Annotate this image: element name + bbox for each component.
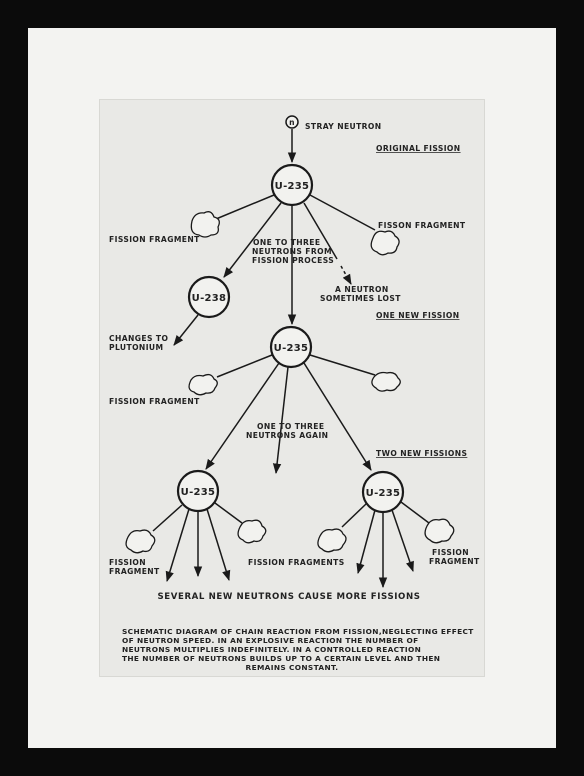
fission-fragment-bottom-right-2 xyxy=(425,519,454,543)
u235-middle-label: U-235 xyxy=(273,343,309,354)
fission-fragment-bottom-right-label xyxy=(429,548,480,566)
neutron-lost-line-2: SOMETIMES LOST xyxy=(320,294,401,303)
u238-label: U-238 xyxy=(191,293,227,304)
fission-fragment-bottom-left-1 xyxy=(126,530,155,553)
fission-fragment-bottom-left-2 xyxy=(238,520,266,543)
changes-line-2: PLUTONIUM xyxy=(109,343,164,352)
one-to-three-line-3: FISSION PROCESS xyxy=(252,256,335,265)
neutron-lost-line-1: A NEUTRON xyxy=(335,285,389,294)
fission-fragment-middle-right xyxy=(372,373,400,392)
middle-to-right-fragment-line xyxy=(310,355,375,375)
fission-fragment-top-right xyxy=(371,231,399,255)
changes-line-1: CHANGES TO xyxy=(109,334,169,343)
bl-to-fragment-right xyxy=(215,503,242,523)
one-to-three-label xyxy=(252,238,334,265)
neutrons-again-label xyxy=(246,422,328,440)
neutron-lost-label xyxy=(320,285,401,303)
u235-bottom-right-label: U-235 xyxy=(365,488,401,499)
fission-fragment-bottom-left-label xyxy=(109,558,160,576)
br-to-fragment-right xyxy=(401,502,429,523)
fisson-fragment-right-label: FISSON FRAGMENT xyxy=(378,221,466,230)
caption-line-2: OF NEUTRON SPEED. IN AN EXPLOSIVE REACTION THE NUMBER OF xyxy=(122,636,419,645)
two-new-fissions-label: TWO NEW FISSIONS xyxy=(376,449,468,458)
bl-label-line-2: FRAGMENT xyxy=(109,567,160,576)
caption-line-1: SCHEMATIC DIAGRAM OF CHAIN REACTION FROM FISSION,NEGLECTING EFFECT xyxy=(122,627,474,636)
again-line-1: ONE TO THREE xyxy=(257,422,325,431)
one-new-fission-label: ONE NEW FISSION xyxy=(376,311,460,320)
fission-fragments-center-label: FISSION FRAGMENTS xyxy=(248,558,345,567)
diagram-caption xyxy=(122,627,474,672)
middle-neutron-right xyxy=(304,363,371,470)
middle-to-left-fragment-line xyxy=(217,355,272,377)
u238-to-plutonium-arrow xyxy=(174,315,198,345)
br-label-line-2: FRAGMENT xyxy=(429,557,480,566)
chain-reaction-diagram xyxy=(99,99,485,677)
top-to-right-fragment-line xyxy=(310,195,375,230)
fission-fragment-bottom-right-1 xyxy=(318,529,346,552)
neutron-symbol: n xyxy=(289,118,295,127)
top-to-left-fragment-line xyxy=(216,195,274,219)
changes-to-plutonium-label xyxy=(109,334,168,352)
br-neutron-3 xyxy=(392,510,413,571)
one-to-three-line-1: ONE TO THREE xyxy=(253,238,321,247)
bl-to-fragment-left xyxy=(153,505,182,531)
original-fission-label: ORIGINAL FISSION xyxy=(376,144,461,153)
caption-line-5: REMAINS CONSTANT. xyxy=(245,663,339,672)
bl-neutron-3 xyxy=(207,509,229,580)
several-new-neutrons-label: SEVERAL NEW NEUTRONS CAUSE MORE FISSIONS xyxy=(157,592,421,602)
br-neutron-1 xyxy=(358,510,375,573)
again-line-2: NEUTRONS AGAIN xyxy=(246,431,329,440)
middle-neutron-center xyxy=(276,367,288,473)
bl-neutron-1 xyxy=(167,509,189,581)
caption-line-3: NEUTRONS MULTIPLIES INDEFINITELY. IN A CONTROLLED REACTION xyxy=(122,645,422,654)
stray-neutron-label: STRAY NEUTRON xyxy=(305,122,382,131)
caption-line-4: THE NUMBER OF NEUTRONS BUILDS UP TO A CERTAIN LEVEL AND THEN xyxy=(122,654,441,663)
neutron-lost-dashed xyxy=(341,266,351,284)
bl-label-line-1: FISSION xyxy=(109,558,147,567)
br-to-fragment-left xyxy=(342,504,366,527)
u235-top-label: U-235 xyxy=(274,181,310,192)
fission-fragment-top-left xyxy=(191,212,219,237)
fission-fragment-middle-label: FISSION FRAGMENT xyxy=(109,397,200,406)
fission-fragment-left-label: FISSION FRAGMENT xyxy=(109,235,200,244)
middle-neutron-left xyxy=(206,363,279,469)
fission-fragment-middle-left xyxy=(189,375,217,395)
one-to-three-line-2: NEUTRONS FROM xyxy=(252,247,332,256)
br-label-line-1: FISSION xyxy=(432,548,470,557)
u235-bottom-left-label: U-235 xyxy=(180,487,216,498)
